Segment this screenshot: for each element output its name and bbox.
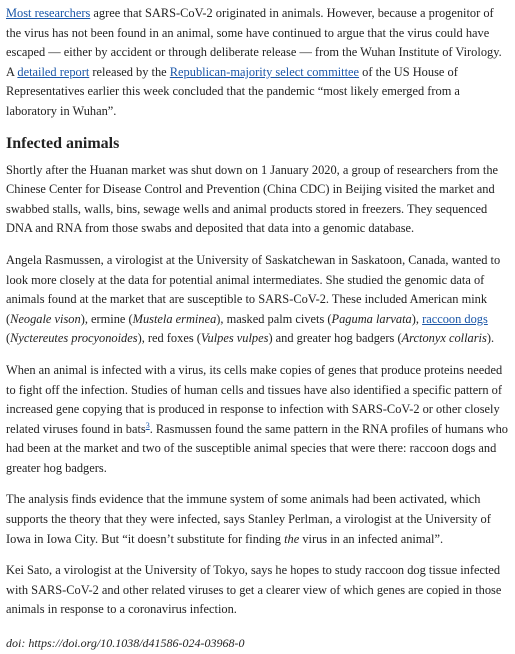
rasmussen-text-1: Angela Rasmussen, a virologist at the University of Saskatchewan in Saskatoon, Canada, wanted to look more closely at the data for potential animal intermediates. She studied the genomic data of animals found at the market that are susceptible to SARS-CoV-2. These included American mink ( [6, 252, 501, 326]
rasmussen-paragraph [6, 251, 509, 349]
rasmussen-text-3: ), masked palm civets ( [216, 311, 332, 326]
section-heading: Infected animals [6, 134, 120, 152]
intro-text-1: agree that SARS-CoV-2 originated in animals. However, because a progenitor of the virus has not been found in an animal, some have continued to argue that the virus could have escaped — either by accident or through deliberate release — from the Wuhan Institute of Virology. A [6, 6, 502, 79]
species-vulpes-vulpes: Vulpes vulpes [200, 331, 269, 346]
market-swab-paragraph: Shortly after the Huanan market was shut down on 1 January 2020, a group of researchers from the Chinese Center for Disease Control and Prevention (China CDC) in Beijing visited the market and swabbed stalls, walls, bins, sewage wells and animal products stored in freezers. They sequenced DNA and RNA from those swabs and deposited that data into a genomic database. [6, 162, 499, 236]
perlman-text-1: The analysis finds evidence that the immune system of some animals had been activated, which supports the theory that they were infected, says Stanley Perlman, a virologist at the University of Iowa in Iowa City. But “it doesn’t substitute for finding [6, 492, 491, 546]
detailed-report-link[interactable]: detailed report [17, 64, 90, 79]
sato-paragraph: Kei Sato, a virologist at the University of Tokyo, says he hopes to study raccoon dog tissue infected with SARS-CoV-2 and other related viruses to get a clearer view of which genes are copied in those animals in response to a coronavirus infection. [6, 563, 502, 617]
gene-copying-text-2: . Rasmussen found the same pattern in the RNA profiles of humans who had been at the market and two of the susceptible animal species that were there: raccoon dogs and greater hog badgers. [6, 421, 508, 475]
rasmussen-text-6: ), red foxes ( [137, 331, 201, 346]
gene-copying-text-1: When an animal is infected with a virus, its cells make copies of genes that produce proteins needed to fight off the infection. Studies of human cells and tissues have also identified a specific pattern of increased gene copying that is produced in response to infection with SARS-CoV-2 or other closely related viruses found in bats [6, 362, 503, 436]
rasmussen-text-2: ), ermine ( [80, 311, 133, 326]
species-nyctereutes-procyonoides: Nyctereutes procyonoides [10, 331, 138, 346]
species-arctonyx-collaris: Arctonyx collaris [401, 331, 487, 346]
gene-copying-paragraph [6, 361, 509, 479]
rasmussen-text-5: ( [6, 331, 11, 346]
perlman-paragraph [6, 490, 509, 549]
species-mustela-erminea: Mustela erminea [132, 311, 217, 326]
intro-text-2: released by the [89, 64, 170, 79]
select-committee-link[interactable]: Republican-majority select committee [169, 64, 360, 79]
reference-3-link[interactable]: 3 [145, 420, 150, 430]
most-researchers-link[interactable]: Most researchers [6, 6, 91, 20]
species-neogale-vison: Neogale vison [10, 311, 81, 326]
doi-citation: doi: https://doi.org/10.1038/d41586-024-03968-0 [6, 636, 245, 651]
emphasis-the: the [284, 531, 300, 546]
rasmussen-text-7: ) and greater hog badgers ( [268, 331, 402, 346]
perlman-text-2: virus in an infected animal”. [299, 531, 444, 546]
species-paguma-larvata: Paguma larvata [331, 311, 412, 326]
rasmussen-text-4: ), [411, 311, 423, 326]
intro-paragraph [6, 4, 509, 122]
intro-text-3: of the US House of Representatives earlier this week concluded that the pandemic “most likely emerged from a laboratory in Wuhan”. [6, 64, 460, 118]
rasmussen-text-8: ). [486, 331, 495, 346]
raccoon-dogs-link[interactable]: raccoon dogs [422, 311, 488, 326]
